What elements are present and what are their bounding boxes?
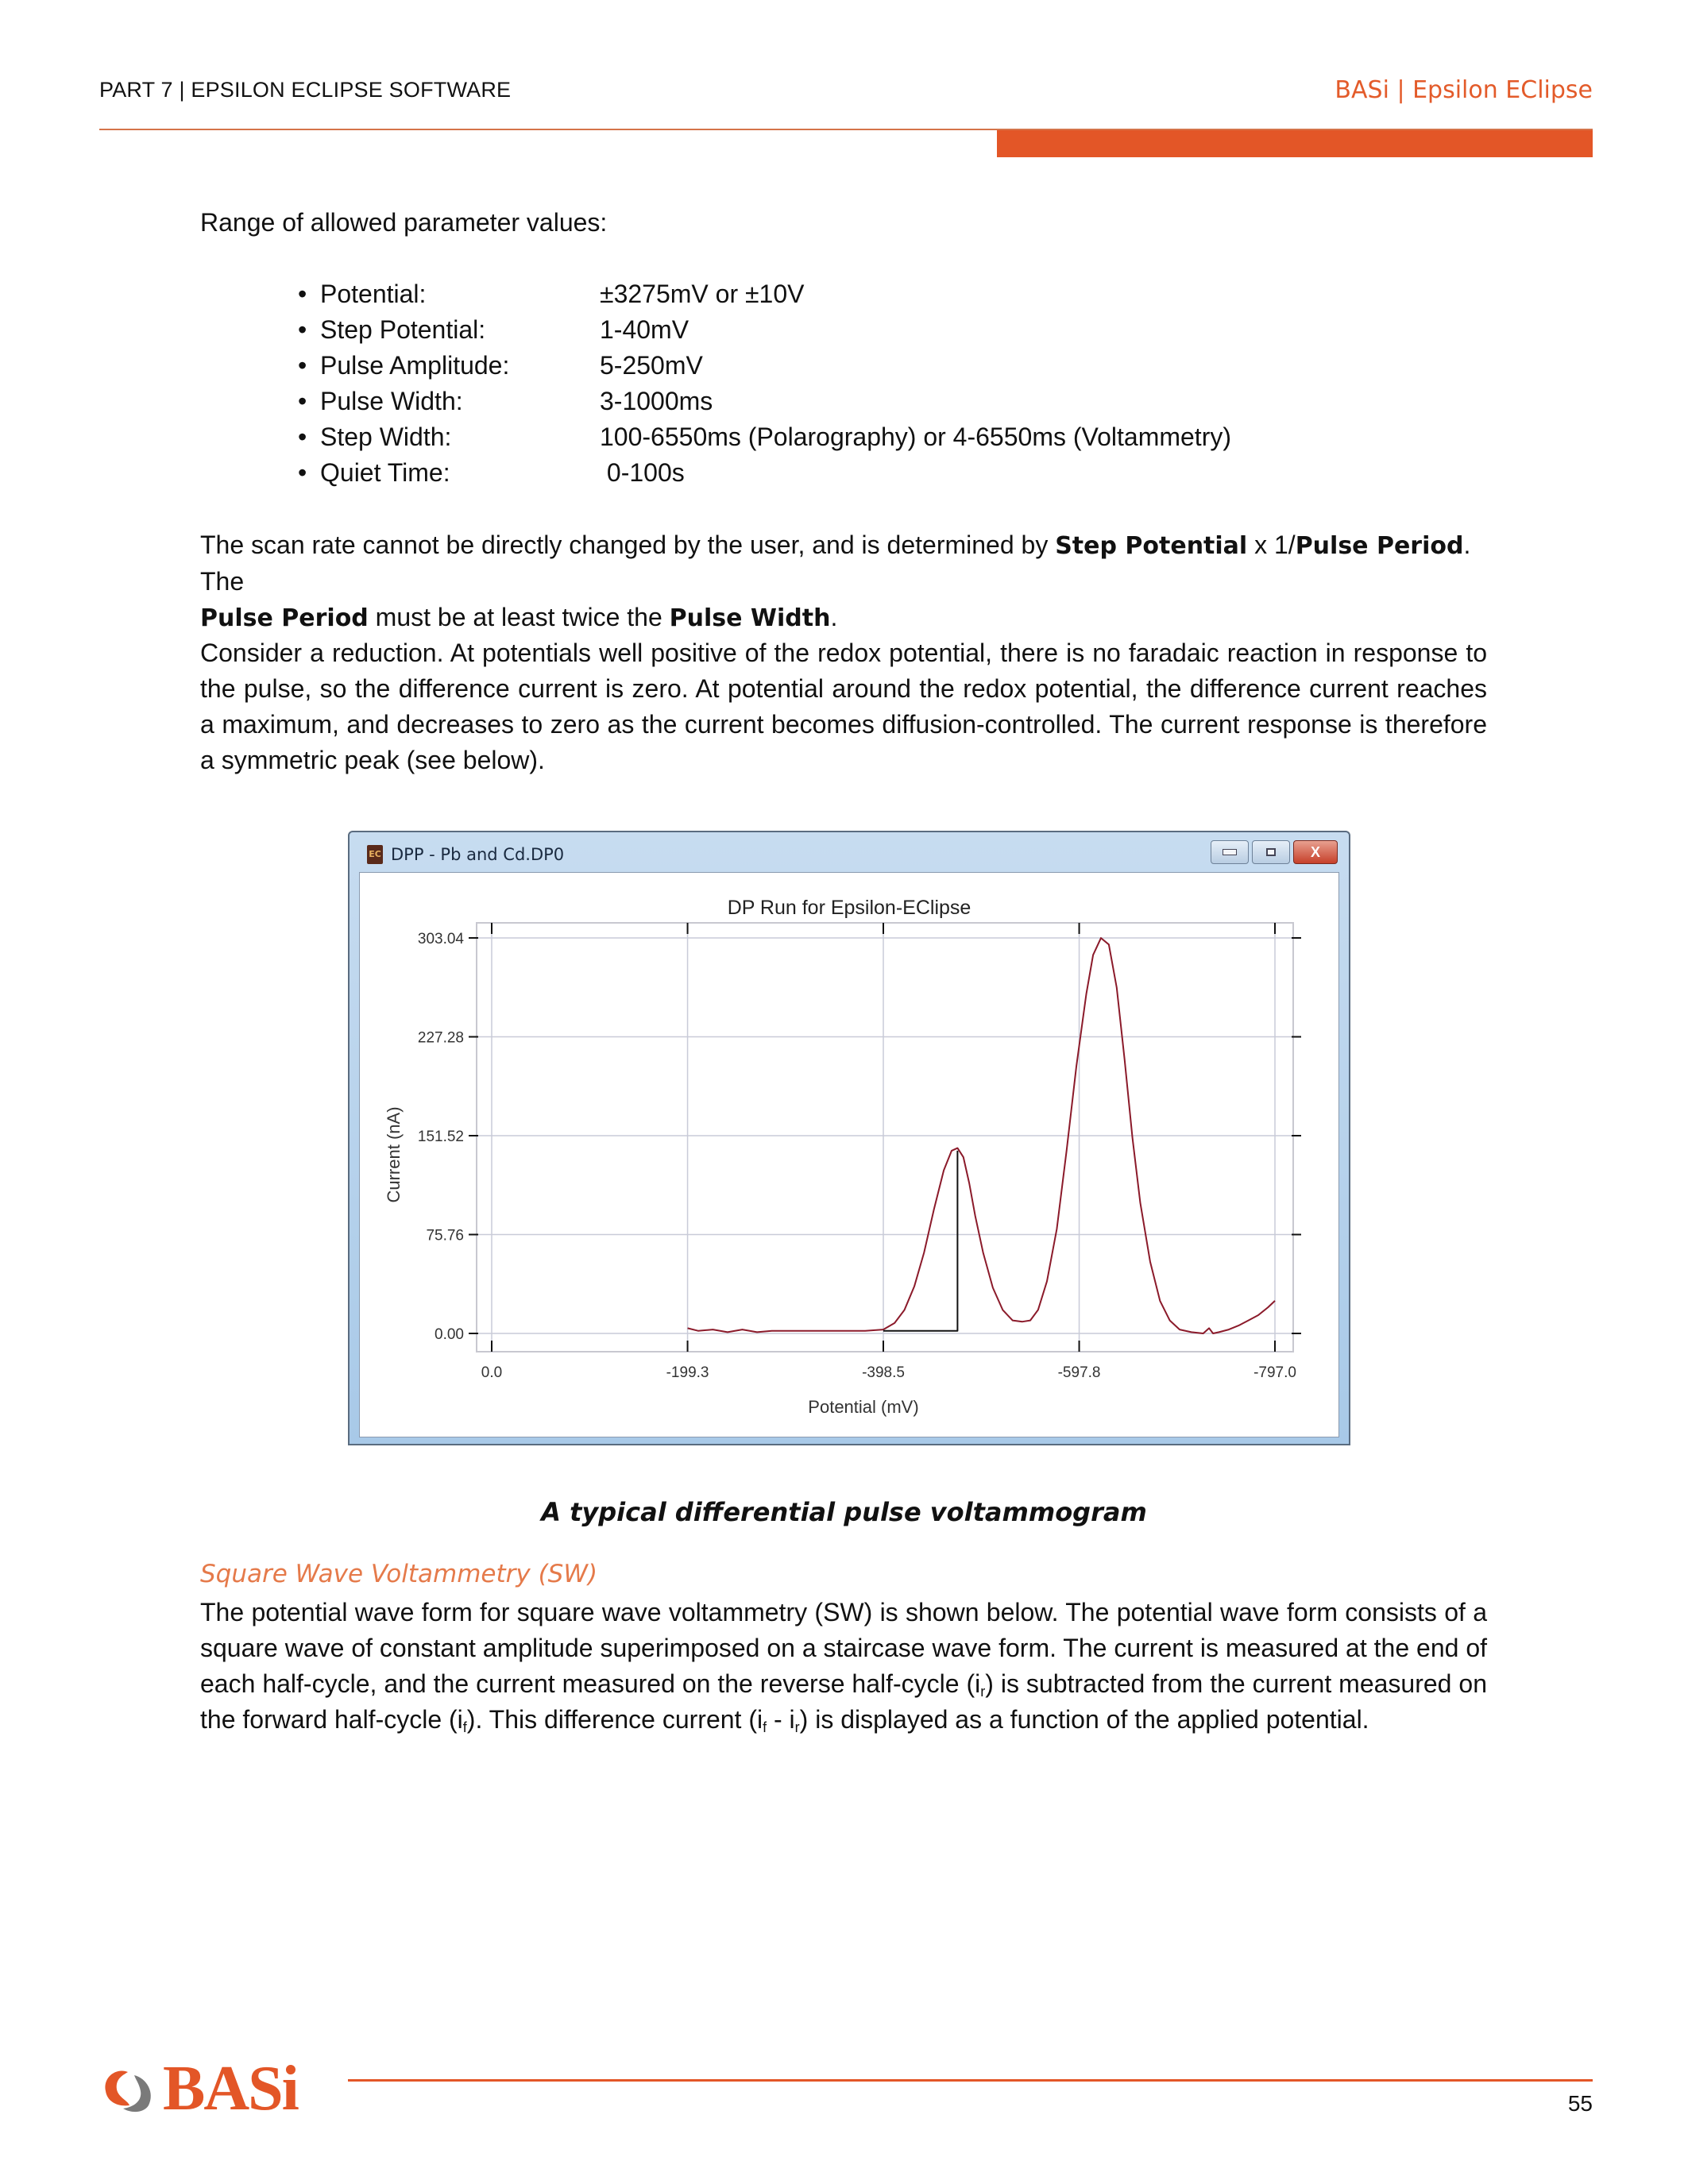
svg-text:303.04: 303.04 (417, 931, 464, 947)
y-axis-label: Current (nA) (384, 1106, 404, 1203)
scan-rate-paragraph (200, 527, 1487, 636)
voltammogram-chart (360, 873, 1338, 1437)
parameter-label: Pulse Width: (320, 387, 463, 415)
svg-text:227.28: 227.28 (417, 1029, 464, 1047)
text-run: x 1/ (1247, 531, 1296, 559)
running-header-brand: BASi | Epsilon EClipse (1335, 76, 1593, 104)
svg-text:0.0: 0.0 (481, 1364, 503, 1381)
bullet-icon: • (298, 280, 307, 308)
text-run: The potential wave form for square wave voltammetry (SW) is shown below. The potential wave form consists of a square wave of constant amplitude superimposed on a staircase wave form. The current is measured at the end of each half-cycle, and the current measured on the reverse half-cycle (i (200, 1598, 1487, 1698)
section-heading-square-wave: Square Wave Voltammetry (SW) (200, 1560, 598, 1588)
app-icon: EC (367, 845, 383, 864)
minimize-button[interactable] (1211, 840, 1249, 864)
parameter-item (298, 384, 1231, 419)
parameter-label: Pulse Amplitude: (320, 351, 510, 380)
parameter-list (298, 276, 1231, 491)
footer-rule (348, 2079, 1593, 2082)
chart-area (359, 872, 1339, 1437)
text-run: ) is displayed as a function of the applied potential. (799, 1705, 1369, 1734)
svg-text:-797.0: -797.0 (1253, 1364, 1296, 1381)
plot-area (418, 923, 1301, 1381)
text-run: - i (767, 1705, 795, 1734)
parameter-item (298, 312, 1231, 348)
x-axis-label: Potential (mV) (808, 1397, 919, 1417)
close-icon: X (1310, 843, 1320, 860)
svg-text:151.52: 151.52 (417, 1129, 464, 1145)
bullet-icon: • (298, 351, 307, 380)
parameter-value: 100-6550ms (Polarography) or 4-6550ms (Voltammetry) (600, 423, 1231, 451)
window-controls (1211, 840, 1338, 864)
svg-text:75.76: 75.76 (426, 1227, 464, 1244)
subscript: f (763, 1719, 767, 1735)
text-run: must be at least twice the (368, 603, 670, 631)
bold-term: Pulse Period (200, 604, 369, 632)
parameter-value: 1-40mV (600, 315, 689, 344)
reduction-paragraph: Consider a reduction. At potentials well positive of the redox potential, there is no faradaic reaction in response to the pulse, so the difference current is zero. At potential around the redox potential, the difference current reaches a maximum, and decreases to zero as the current becomes diffusion-controlled. The current response is therefore a symmetric peak (see below). (200, 639, 1487, 774)
svg-text:-199.3: -199.3 (666, 1364, 709, 1381)
text-run: The scan rate cannot be directly changed by the user, and is determined by (200, 531, 1056, 559)
bullet-icon: • (298, 423, 307, 451)
parameter-value: 5-250mV (600, 351, 703, 380)
svg-text:-597.8: -597.8 (1057, 1364, 1101, 1381)
bold-term: Pulse Width (669, 604, 831, 632)
figure-caption: A typical differential pulse voltammogram (541, 1497, 1147, 1527)
minimize-icon (1223, 849, 1237, 855)
parameter-value: 3-1000ms (600, 387, 713, 415)
parameter-item (298, 455, 1231, 491)
bold-term: Step Potential (1055, 532, 1248, 560)
page-number: 55 (1567, 2091, 1593, 2116)
subscript: r (980, 1684, 986, 1700)
chart-title: DP Run for Epsilon-EClipse (727, 897, 971, 919)
svg-text:-398.5: -398.5 (862, 1364, 905, 1381)
subscript: f (462, 1719, 467, 1735)
parameter-label: Step Width: (320, 423, 452, 451)
subscript: r (794, 1719, 800, 1735)
square-wave-paragraph (200, 1595, 1487, 1738)
parameter-item (298, 419, 1231, 455)
maximize-button[interactable] (1252, 840, 1290, 864)
parameter-label: Potential: (320, 280, 427, 308)
text-run: ) is subtracted from the current measured on the forward half-cycle (i (200, 1669, 1487, 1734)
running-header-section: PART 7 | EPSILON ECLIPSE SOFTWARE (99, 78, 512, 102)
dpp-window (348, 831, 1350, 1445)
header-accent-bar (997, 130, 1593, 157)
maximize-icon (1266, 848, 1276, 856)
text-run: . (830, 603, 838, 631)
parameter-intro: Range of allowed parameter values: (200, 208, 608, 237)
parameter-value: 0-100s (600, 458, 685, 487)
bullet-icon: • (298, 387, 307, 415)
close-button[interactable] (1293, 840, 1338, 864)
parameter-value: ±3275mV or ±10V (600, 280, 805, 308)
parameter-label: Step Potential: (320, 315, 486, 344)
logo-text: BASi (163, 2054, 298, 2124)
parameter-item (298, 348, 1231, 384)
window-titlebar[interactable] (367, 845, 564, 864)
text-run: ). This difference current (i (466, 1705, 763, 1734)
parameter-item (298, 276, 1231, 312)
parameter-label: Quiet Time: (320, 458, 450, 487)
bullet-icon: • (298, 315, 307, 344)
basi-swirl-icon (99, 2061, 163, 2116)
basi-logo (99, 2054, 298, 2124)
window-title: DPP - Pb and Cd.DP0 (391, 845, 565, 864)
bullet-icon: • (298, 458, 307, 487)
svg-text:0.00: 0.00 (435, 1326, 464, 1343)
text-run: . The (200, 531, 1471, 596)
bold-term: Pulse Period (1295, 532, 1464, 560)
